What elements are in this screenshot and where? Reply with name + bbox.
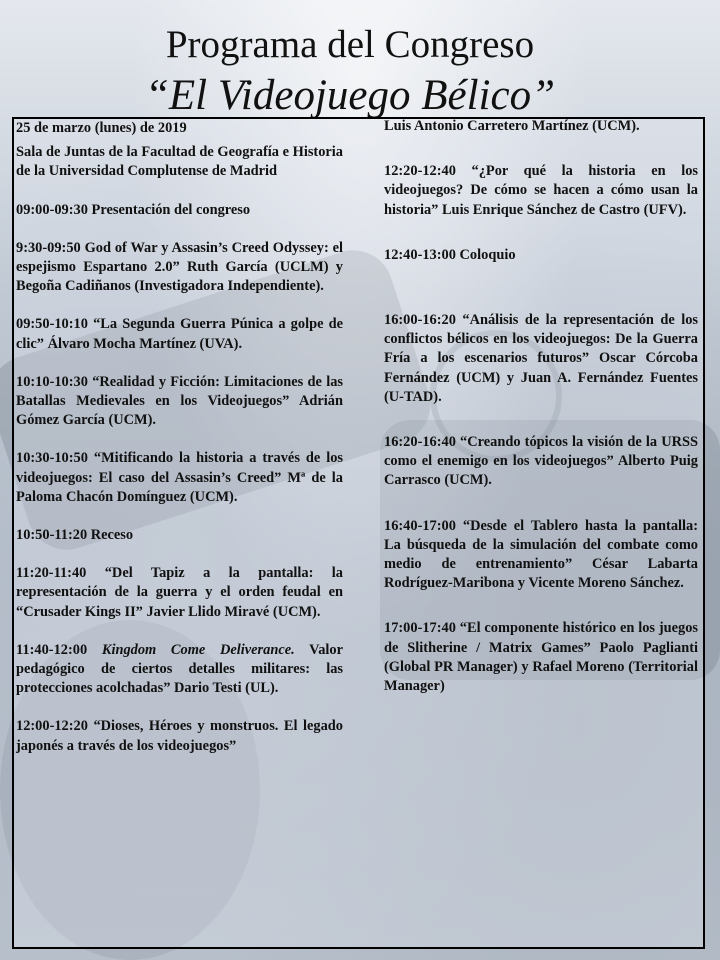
program-item: 12:40-13:00 Coloquio [384,246,516,263]
program-item-rest: Valor pedagógico de ciertos detalles militares: las protecciones acolchadas” Dario Testi (UL). [16,641,344,697]
program-right-column [384,117,698,696]
program-item-time: 11:40-12:00 [16,641,102,658]
program-item [16,641,343,699]
program-item: 10:50-11:20 Receso [16,527,134,544]
program-item: 10:30-10:50 “Mitificando la historia a través de los videojuegos: El caso del Assasin’s Creed” Mª de la Paloma Chacón Domínguez (UCM). [16,450,343,505]
program-item: 16:40-17:00 “Desde el Tablero hasta la pantalla: La búsqueda de la simulación del combate como medio de entrenamiento” César Labarta Rodríguez-Maribona y Vicente Moreno Sánchez. [384,517,698,592]
program-left-column [16,119,343,756]
program-venue: Sala de Juntas de la Facultad de Geografía e Historia de la Universidad Complutense de Madrid [16,144,343,180]
program-item-italic-title: Kingdom Come Deliverance. [101,641,295,658]
program-item: 11:20-11:40 “Del Tapiz a la pantalla: la representación de la guerra y el orden feudal en “Crusader Kings II” Javier Llido Miravé (UCM). [16,565,343,620]
program-item: 10:10-10:30 “Realidad y Ficción: Limitaciones de las Batallas Medievales en los Videojuegos” Adrián Gómez García (UCM). [16,373,343,429]
page-subtitle: “El Videojuego Bélico” [144,72,555,119]
page-title: Programa del Congreso [165,23,535,66]
program-item: 09:50-10:10 “La Segunda Guerra Púnica a golpe de clic” Álvaro Mocha Martínez (UVA). [16,316,343,352]
program-item: 16:00-16:20 “Análisis de la representación de los conflictos bélicos en los videojuegos: De la Guerra Fría a los escenarios futuros” Oscar Córcoba Fernández (UCM) y Juan A. Fernández Fuentes (U-TAD). [384,312,698,405]
program-item: 09:00-09:30 Presentación del congreso [16,201,251,218]
program-item-continued: Luis Antonio Carretero Martínez (UCM). [384,118,640,134]
program-item: 9:30-09:50 God of War y Assasin’s Creed Odyssey: el espejismo Espartano 2.0” Ruth García (UCLM) y Begoña Cadiñanos (Investigadora Independiente). [16,239,343,295]
program-item: 16:20-16:40 “Creando tópicos la visión de la URSS como el enemigo en los videojuegos” Alberto Puig Carrasco (UCM). [384,434,698,489]
program-item: 12:00-12:20 “Dioses, Héroes y monstruos. El legado japonés a través de los videojuegos” [16,718,343,754]
program-date: 25 de marzo (lunes) de 2019 [16,120,187,136]
program-item: 12:20-12:40 “¿Por qué la historia en los videojuegos? De cómo se hacen a cómo usan la historia” Luis Enrique Sánchez de Castro (UFV). [384,163,698,218]
program-item: 17:00-17:40 “El componente histórico en los juegos de Slitherine / Matrix Games” Paolo Paglianti (Global PR Manager) y Rafael Moreno (Territorial Manager) [384,620,698,695]
